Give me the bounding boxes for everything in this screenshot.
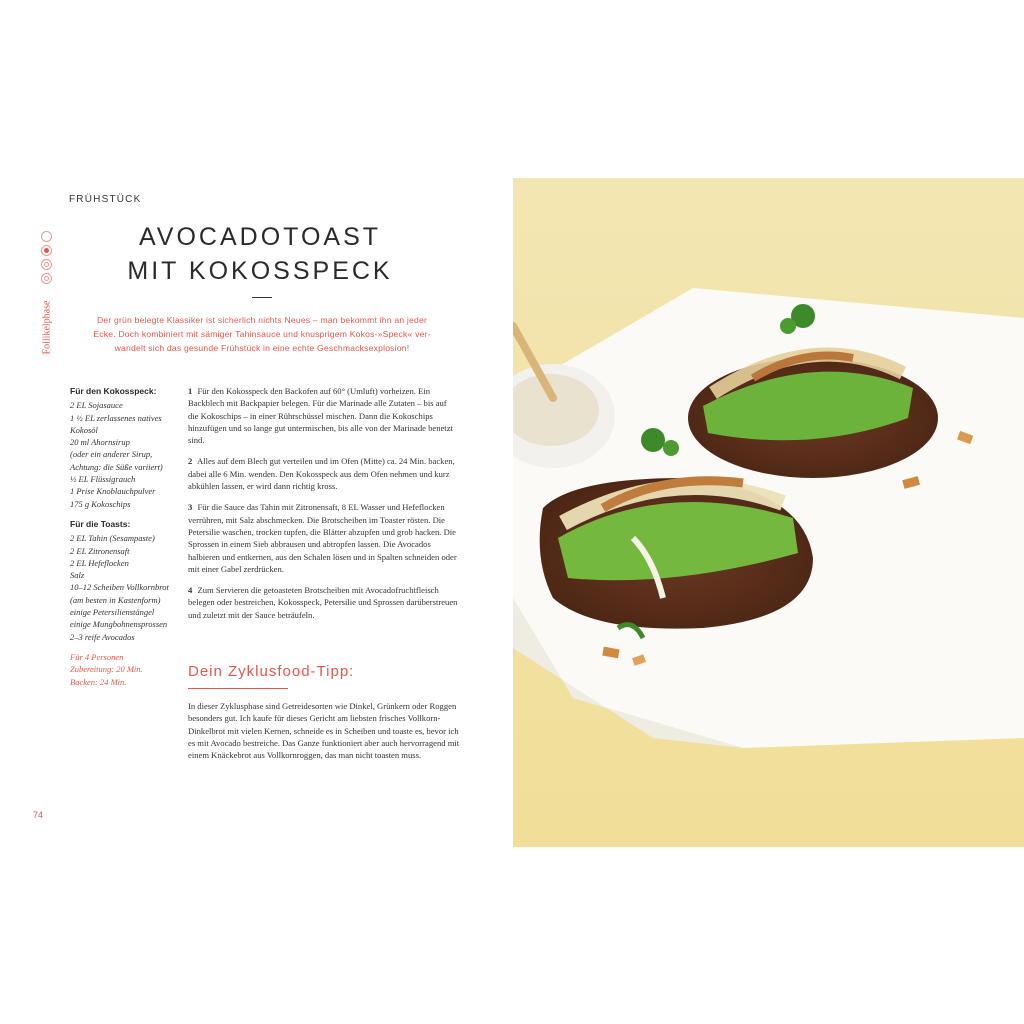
phase-ring-icon (41, 259, 52, 270)
ingredient-item: 2 EL Sojasauce (70, 400, 123, 411)
step-3 (188, 501, 458, 575)
avocado-toast-photo (513, 178, 1024, 847)
ingredient-item: 2 EL Hefeflocken (70, 557, 129, 568)
servings: Für 4 Personen (70, 651, 124, 662)
ingredient-item: 175 g Kokoschips (70, 498, 131, 509)
ingredient-item: ½ EL Flüssigrauch (70, 474, 136, 485)
step-text: Für die Sauce das Tahin mit Zitronensaft, 8 EL Wasser und Hefeflocken verrühren, mit Salz abschmecken. Die Brotscheiben im Toaster rösten. Die Petersilie waschen, trocken tupfen, die Blätter abzupfen und grob hacken. Die Sprossen in einem Sieb abbrausen und abtropfen lassen. Die Avocados halbieren und entkernen, aus den Schalen lösen und in Spalten schneiden oder mit einer Gabel zerdrücken. (188, 502, 457, 574)
ingredient-item: (am besten in Kastenform) (70, 594, 161, 605)
title-line-1: AVOCADOTOAST (138, 223, 382, 251)
phase-drop-icon (41, 231, 52, 242)
recipe-intro (70, 313, 454, 355)
intro-line: wandelt sich das gesunde Frühstück in eine echte Geschmacksexplosion! (114, 343, 410, 353)
ingredient-item: (oder ein anderer Sirup, (70, 449, 153, 460)
ingredient-item: einige Mungbohnensprossen (70, 619, 168, 630)
ingredients-heading-toasts: Für die Toasts: (70, 518, 131, 529)
phase-active-icon (41, 245, 52, 256)
ingredient-item: einige Petersilienstängel (70, 607, 155, 618)
step-number: 2 (188, 456, 193, 467)
step-number: 3 (188, 502, 193, 513)
ingredients-column (70, 385, 185, 688)
food-photo (513, 178, 1024, 847)
section-label: FRÜHSTÜCK (69, 194, 142, 205)
step-number: 1 (188, 386, 193, 396)
ingredient-item: 2 EL Zitronensaft (70, 545, 130, 556)
phase-side-label: Follikelphase (41, 300, 53, 355)
tip-heading: Dein Zyklusfood-Tipp: (188, 663, 355, 680)
title-line-2: MIT KOKOSSPECK (127, 257, 393, 285)
step-text: Zum Servieren die getoasteten Brotscheiben mit Avocadofruchtfleisch belegen oder bestreichen, Kokosspeck, Petersilie und Sprossen darüberstreuen und zuletzt mit der Sauce beträufeln. (188, 585, 458, 620)
intro-line: Der grün belegte Klassiker ist sicherlich nichts Neues – man bekommt ihn an jeder (96, 315, 428, 325)
tip-body: In dieser Zyklusphase sind Getreidesorten wie Dinkel, Grünkern oder Roggen besonders gut. Ich kaufe für dieses Gericht am liebsten frisches Vollkorn-Dinkelbrot mit vielen Kernen, schneide es in Scheiben und toaste es, bevor ich es mit Avocado bestreiche. Das Ganze funktioniert aber auch hervorragend mit einem Knäckebrot aus Vollkornroggen, das man nicht toasten muss. (188, 701, 460, 761)
recipe-title (100, 220, 420, 288)
ingredients-heading-coconut: Für den Kokosspeck: (70, 386, 157, 396)
page-number: 74 (33, 810, 44, 820)
step-number: 4 (188, 585, 193, 596)
tip-divider (188, 688, 288, 689)
ingredient-item: 10–12 Scheiben Vollkornbrot (70, 582, 169, 593)
ingredient-item: 2 EL Tahin (Sesampaste) (70, 533, 155, 544)
bake-time: Backen: 24 Min. (70, 676, 127, 687)
step-1 (188, 385, 458, 446)
step-text: Für den Kokosspeck den Backofen auf 60° (Umluft) vorheizen. Ein Backblech mit Backpapier belegen. Für die Marinade alle Zutaten – bis auf die Kokoschips – in einer Rührschüssel mischen. Dann die Kokoschips hinzufügen und so lange gut untermischen, bis alle von der Marinade benetzt sind. (188, 386, 453, 446)
ingredient-item: Kokosöl (70, 424, 98, 435)
title-divider (252, 297, 272, 298)
ingredient-item: 2–3 reife Avocados (70, 631, 135, 642)
ingredient-item: Achtung: die Süße variiert) (70, 461, 163, 472)
instructions (188, 385, 458, 630)
step-text: Alles auf dem Blech gut verteilen und im Ofen (Mitte) ca. 24 Min. backen, dabei alle 6 Min. wenden. Den Kokosspeck aus dem Ofen nehmen und kurz abkühlen lassen, er wird dann richtig kross. (188, 456, 455, 492)
ingredient-item: 20 ml Ahornsirup (70, 437, 130, 448)
step-4 (188, 584, 458, 621)
ingredient-item: Salz (70, 570, 85, 581)
intro-line: Ecke. Doch kombiniert mit sämiger Tahinsauce und knusprigem Kokos-»Speck« ver- (93, 329, 431, 339)
step-2 (188, 455, 458, 492)
ingredient-item: 1 Prise Knoblauchpulver (70, 486, 156, 497)
prep-time: Zubereitung: 20 Min. (70, 664, 143, 675)
ingredient-item: 1 ½ EL zerlassenes natives (70, 412, 162, 423)
